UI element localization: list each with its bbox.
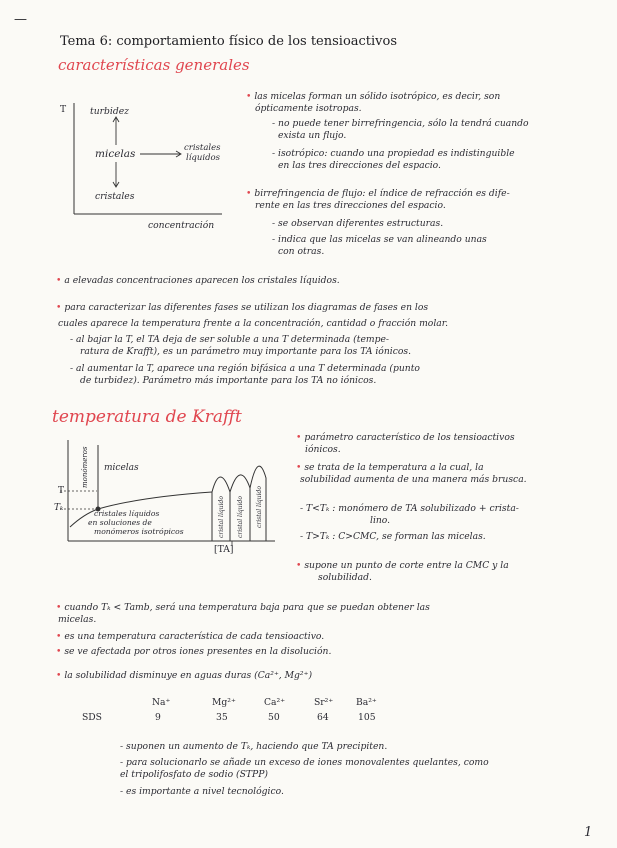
corner-mark: — xyxy=(14,12,27,27)
diagram1-x-axis: concentración xyxy=(148,220,215,231)
bullet-caracterizar-2: cuales aparece la temperatura frente a la concentración, cantidad o fracción molar. xyxy=(58,318,449,329)
sub-bajar-1: - al bajar la T, el TA deja de ser soluble a una T determinada (tempe- xyxy=(70,334,390,345)
table-value-mg: 35 xyxy=(216,712,228,723)
diagram2-x-axis: [TA] xyxy=(214,544,234,555)
bullet-caracterizar-1: • para caracterizar las diferentes fases se utilizan los diagramas de fases en los xyxy=(56,302,429,313)
sub-aumentar-2: de turbidez). Parámetro más importante para los TA no iónicos. xyxy=(80,375,377,386)
diagram1-cristales: cristales xyxy=(95,191,135,202)
sub-birrefringencia-1: - no puede tener birrefringencia, sólo la tendrá cuando xyxy=(272,118,529,129)
sub-bajar-2: ratura de Krafft), es un parámetro muy importante para los TA iónicos. xyxy=(80,346,412,357)
table-header-ba: Ba²⁺ xyxy=(356,697,377,708)
diagram2-col2: cristal líquido xyxy=(237,496,244,538)
bullet-aguas-duras: • la solubilidad disminuye en aguas duras (Ca²⁺, Mg²⁺) xyxy=(56,670,313,681)
sub-alineando-1: - indica que las micelas se van alineando unas xyxy=(272,234,487,245)
table-header-na: Na⁺ xyxy=(152,697,171,708)
sub-tecnologico: - es importante a nivel tecnológico. xyxy=(120,786,284,797)
diagram2-micelas: micelas xyxy=(104,463,139,473)
table-value-ba: 105 xyxy=(358,712,376,723)
bullet-parametro-2: iónicos. xyxy=(305,444,341,455)
table-value-sr: 64 xyxy=(317,712,329,723)
diagram1-micelas: micelas xyxy=(95,148,136,160)
bullet-corte-2: solubilidad. xyxy=(318,572,372,583)
sub-birrefringencia-2: exista un flujo. xyxy=(278,130,347,141)
bullet-parametro-1: • parámetro característico de los tensioactivos xyxy=(296,432,515,443)
sub-solucionarlo-1: - para solucionarlo se añade un exceso de iones monovalentes quelantes, como xyxy=(120,757,489,768)
diagram1-cristales-liquidos-2: líquidos xyxy=(186,153,220,163)
table-value-ca: 50 xyxy=(268,712,280,723)
diagram1-y-axis: T xyxy=(60,104,67,115)
table-header-mg: Mg²⁺ xyxy=(212,697,236,708)
bullet-flujo-2: rente en las tres direcciones del espacio. xyxy=(255,200,446,211)
bullet-temperatura-1: • se trata de la temperatura a la cual, la xyxy=(296,462,484,473)
diagram2-T: T xyxy=(58,486,65,496)
section-heading-krafft: temperatura de Krafft xyxy=(52,407,242,427)
bullet-tamb-2: micelas. xyxy=(58,614,97,625)
diagram2-col3: cristal líquido xyxy=(256,486,263,528)
sub-isotropico-2: en las tres direcciones del espacio. xyxy=(278,160,441,171)
bullet-caracteristica: • es una temperatura característica de cada tensioactivo. xyxy=(56,631,325,642)
sub-t-menor-1: - T<Tₖ : monómero de TA solubilizado + crista- xyxy=(300,503,519,514)
sub-solucionarlo-2: el tripolifosfato de sodio (STPP) xyxy=(120,769,268,780)
diagram1-cristales-liquidos-1: cristales xyxy=(184,143,221,153)
sub-t-mayor: - T>Tₖ : C>CMC, se forman las micelas. xyxy=(300,531,486,542)
table-value-na: 9 xyxy=(155,712,161,723)
sub-alineando-2: con otras. xyxy=(278,246,325,257)
sub-t-menor-2: lino. xyxy=(370,515,391,526)
table-row-label: SDS xyxy=(82,712,102,723)
diagram2-label-2: en soluciones de xyxy=(88,518,152,527)
page-title: Tema 6: comportamiento físico de los tensioactivos xyxy=(60,34,398,49)
sub-aumentar-1: - al aumentar la T, aparece una región bifásica a una T determinada (punto xyxy=(70,363,420,374)
bullet-micelas-1: • las micelas forman un sólido isotrópico, es decir, son xyxy=(246,91,501,102)
diagram2-label-3: monómeros isotrópicos xyxy=(94,527,184,536)
bullet-elevadas: • a elevadas concentraciones aparecen los cristales líquidos. xyxy=(56,275,340,286)
diagram2-Tk: Tₖ xyxy=(54,503,64,513)
table-header-sr: Sr²⁺ xyxy=(314,697,334,708)
bullet-tamb-1: • cuando Tₖ < Tamb, será una temperatura baja para que se puedan obtener las xyxy=(56,602,430,613)
diagram2-label-1: cristales líquidos xyxy=(94,509,160,518)
table-header-ca: Ca²⁺ xyxy=(264,697,286,708)
diagram1-turbidez: turbidez xyxy=(90,106,129,117)
sub-aumento-tk: - suponen un aumento de Tₖ, haciendo que TA precipiten. xyxy=(120,741,388,752)
section-heading-general: características generales xyxy=(58,56,250,74)
bullet-afectada: • se ve afectada por otros iones presentes en la disolución. xyxy=(56,646,332,657)
bullet-corte-1: • supone un punto de corte entre la CMC y la xyxy=(296,560,509,571)
diagram2-monomeros: monómeros xyxy=(81,446,89,488)
bullet-temperatura-2: solubilidad aumenta de una manera más brusca. xyxy=(300,474,527,485)
diagram2-col1: cristal líquido xyxy=(218,496,225,538)
page-number: 1 xyxy=(584,825,593,840)
sub-estructuras: - se observan diferentes estructuras. xyxy=(272,218,444,229)
sub-isotropico-1: - isotrópico: cuando una propiedad es indistinguible xyxy=(272,148,515,159)
bullet-flujo-1: • birrefringencia de flujo: el índice de refracción es dife- xyxy=(246,188,510,199)
bullet-micelas-2: ópticamente isotropas. xyxy=(255,103,362,114)
